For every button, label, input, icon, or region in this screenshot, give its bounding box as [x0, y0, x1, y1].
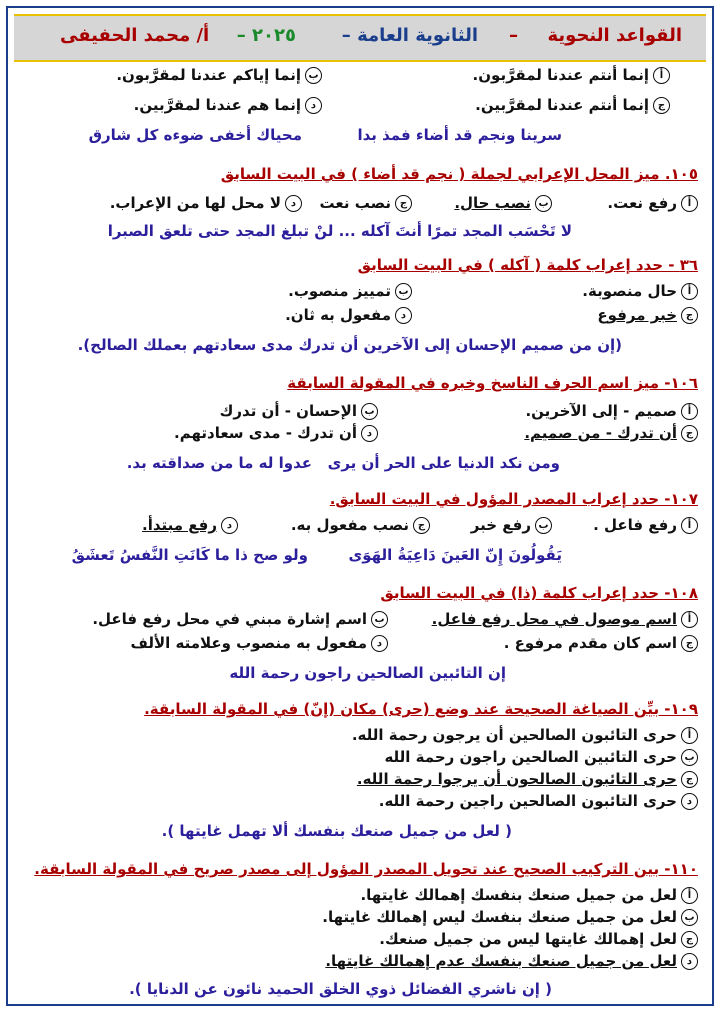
- q108-option-b-text: اسم إشارة مبني في محل رفع فاعل.: [92, 610, 367, 628]
- q105-option-c: [320, 194, 413, 212]
- header-level: الثانوية العامة –: [341, 25, 478, 46]
- q110-option-b-text: لعل من جميل صنعك بنفسك ليس إهمالك غايتها.: [322, 908, 677, 926]
- q109-option-d: [379, 792, 698, 810]
- top-option-a: [473, 66, 670, 84]
- q107-option-c-text: نصب مفعول به.: [290, 516, 409, 534]
- marker-d: د: [681, 793, 698, 810]
- q105-option-d: [110, 194, 302, 212]
- q106-option-b: [220, 402, 378, 420]
- q36-option-b: [288, 282, 412, 300]
- q105-option-c-text: نصب نعت: [319, 194, 391, 212]
- q36-option-b-text: تمييز منصوب.: [288, 282, 391, 300]
- quote-2: إن التائبين الصالحين راجون رحمة الله: [229, 664, 506, 682]
- marker-b: ب: [535, 195, 552, 212]
- q110-option-b: [322, 908, 698, 926]
- q107-option-d-text: رفع مبتدأ.: [142, 516, 217, 534]
- q110-option-c: [379, 930, 698, 948]
- marker-c: ج: [681, 931, 698, 948]
- marker-d: د: [395, 307, 412, 324]
- marker-b: ب: [681, 749, 698, 766]
- q106-option-c-text: أن تدرك - من صميم.: [524, 424, 677, 442]
- marker-d: د: [371, 635, 388, 652]
- header-subject: القواعد النحوية: [547, 25, 682, 46]
- q109-option-b-text: حرى التائبين الصالحين راجون رحمة الله: [384, 748, 677, 766]
- q107-option-a: [593, 516, 698, 534]
- marker-a: أ: [681, 727, 698, 744]
- q109-option-a-text: حرى التائبون الصالحين أن يرجون رحمة الله.: [351, 726, 677, 744]
- q108-option-a-text: اسم موصول في محل رفع فاعل.: [431, 610, 677, 628]
- verse-3-part-2: عدوا له ما من صداقته بد.: [126, 454, 312, 472]
- verse-1-part-1: سرينا ونجم قد أضاء فمذ بدا: [357, 126, 562, 144]
- q108-option-c-text: اسم كان مقدم مرفوع .: [503, 634, 677, 652]
- marker-b: ب: [535, 517, 552, 534]
- q108-option-d: [130, 634, 388, 652]
- marker-d: د: [361, 425, 378, 442]
- marker-c: ج: [681, 425, 698, 442]
- q36-option-d-text: مفعول به ثان.: [285, 306, 391, 324]
- q109-option-c-text: حرى التائبون الصالحون أن يرجوا رحمة الله.: [356, 770, 677, 788]
- q105-option-b-text: نصب حال.: [454, 194, 531, 212]
- top-option-c-text: إنما أنتم عندنا لمقرَّبين.: [475, 96, 649, 114]
- question-106-title: ١٠٦- ميز اسم الحرف الناسخ وخبره في المقولة السابقة: [287, 374, 698, 392]
- marker-b: ب: [395, 283, 412, 300]
- page-header: [14, 14, 706, 62]
- q107-option-b: [471, 516, 552, 534]
- header-year: – ٢٠٢٥: [236, 25, 296, 46]
- q110-option-c-text: لعل إهمالك غايتها ليس من جميل صنعك.: [379, 930, 677, 948]
- verse-4-part-1: يَقُولُونَ إِنّ العَينَ دَاعِيَةُ الهَوَى: [348, 546, 562, 564]
- q108-option-b: [92, 610, 388, 628]
- marker-b: ب: [371, 611, 388, 628]
- marker-c: ج: [395, 195, 412, 212]
- q36-option-d: [285, 306, 412, 324]
- verse-1-part-2: محياك أخفى ضوءه كل شارق: [88, 126, 302, 144]
- question-108-title: ١٠٨- حدد إعراب كلمة (ذا) في البيت السابق: [380, 584, 698, 602]
- question-36-title: ٣٦ - حدد إعراب كلمة ( آكله ) في البيت السابق: [357, 256, 698, 274]
- verse-2: لا تَحْسَب المجد تمرًا أنتَ آكله ... لنْ تبلغ المجد حتى تلعق الصبرا: [107, 222, 572, 240]
- q110-option-a: [360, 886, 698, 904]
- marker-a: أ: [681, 611, 698, 628]
- q108-option-c: [504, 634, 698, 652]
- quote-4: ( إن ناشري الفضائل ذوي الخلق الحميد نائون عن الدنايا ).: [129, 980, 552, 998]
- marker-c: ج: [681, 307, 698, 324]
- marker-b: ب: [681, 909, 698, 926]
- marker-a: أ: [681, 403, 698, 420]
- marker-a: أ: [653, 67, 670, 84]
- marker-b: ب: [305, 67, 322, 84]
- header-dash: –: [509, 25, 518, 46]
- top-option-d-text: إنما هم عندنا لمقرَّبين.: [133, 96, 301, 114]
- q109-option-a: [352, 726, 698, 744]
- marker-a: أ: [681, 283, 698, 300]
- q106-option-a-text: صميم - إلى الآخرين.: [525, 402, 677, 420]
- q36-option-a: [582, 282, 698, 300]
- q105-option-a-text: رفع نعت.: [607, 194, 677, 212]
- marker-d: د: [221, 517, 238, 534]
- header-teacher: أ/ محمد الحفيفى: [60, 25, 210, 46]
- top-option-a-text: إنما أنتم عندنا لمقرَّبون.: [472, 66, 649, 84]
- q110-option-a-text: لعل من جميل صنعك بنفسك إهمالك غايتها.: [360, 886, 677, 904]
- q107-option-b-text: رفع خبر: [470, 516, 531, 534]
- q36-option-c-text: خبر مرفوع: [597, 306, 677, 324]
- verse-3-part-1: ومن نكد الدنيا على الحر أن يرى: [327, 454, 560, 472]
- exam-page: [6, 6, 714, 1006]
- q110-option-d-text: لعل من جميل صنعك بنفسك عدم إهمالك غايتها.: [325, 952, 677, 970]
- top-option-b: [116, 66, 322, 84]
- q105-option-a: [607, 194, 698, 212]
- q110-option-d: [325, 952, 698, 970]
- q105-option-d-text: لا محل لها من الإعراب.: [109, 194, 281, 212]
- verse-4-part-2: ولو صح ذا ما كَانَتِ النَّفسُ تَعشَقُ: [71, 546, 308, 564]
- top-option-b-text: إنما إياكم عندنا لمقرَّبون.: [116, 66, 301, 84]
- marker-a: أ: [681, 517, 698, 534]
- marker-d: د: [681, 953, 698, 970]
- q106-option-d-text: أن تدرك - مدى سعادتهم.: [174, 424, 357, 442]
- q108-option-d-text: مفعول به منصوب وعلامته الألف: [130, 634, 367, 652]
- q107-option-c: [291, 516, 430, 534]
- marker-b: ب: [361, 403, 378, 420]
- marker-c: ج: [653, 97, 670, 114]
- q36-option-a-text: حال منصوبة.: [582, 282, 677, 300]
- q36-option-c: [597, 306, 698, 324]
- q108-option-a: [432, 610, 698, 628]
- question-107-title: ١٠٧- حدد إعراب المصدر المؤول في البيت السابق.: [329, 490, 698, 508]
- marker-a: أ: [681, 195, 698, 212]
- q107-option-a-text: رفع فاعل .: [593, 516, 677, 534]
- marker-d: د: [305, 97, 322, 114]
- q106-option-c: [524, 424, 698, 442]
- marker-a: أ: [681, 887, 698, 904]
- quote-3: ( لعل من جميل صنعك بنفسك ألا تهمل غايتها ).: [161, 822, 512, 840]
- q109-option-d-text: حرى التائبون الصالحين راجين رحمة الله.: [378, 792, 677, 810]
- q107-option-d: [142, 516, 238, 534]
- q106-option-a: [525, 402, 698, 420]
- question-109-title: ١٠٩- بيِّن الصياغة الصحيحة عند وضع (حرى) مكان (إنّ) في المقولة السابقة.: [144, 700, 698, 718]
- q109-option-b: [384, 748, 698, 766]
- q106-option-d: [174, 424, 378, 442]
- q106-option-b-text: الإحسان - أن تدرك: [219, 402, 357, 420]
- question-105-title: ١٠٥. ميز المحل الإعرابي لجملة ( نجم قد أضاء ) في البيت السابق: [220, 165, 698, 183]
- q105-option-b: [454, 194, 552, 212]
- marker-c: ج: [413, 517, 430, 534]
- marker-d: د: [285, 195, 302, 212]
- top-option-d: [134, 96, 322, 114]
- marker-c: ج: [681, 635, 698, 652]
- marker-c: ج: [681, 771, 698, 788]
- q109-option-c: [357, 770, 698, 788]
- question-110-title: ١١٠- بين التركيب الصحيح عند تحويل المصدر المؤول إلى مصدر صريح في المقولة السابقة.: [34, 860, 698, 878]
- quote-1: (إن من صميم الإحسان إلى الآخرين أن تدرك مدى سعادتهم بعملك الصالح).: [77, 336, 622, 354]
- top-option-c: [475, 96, 670, 114]
